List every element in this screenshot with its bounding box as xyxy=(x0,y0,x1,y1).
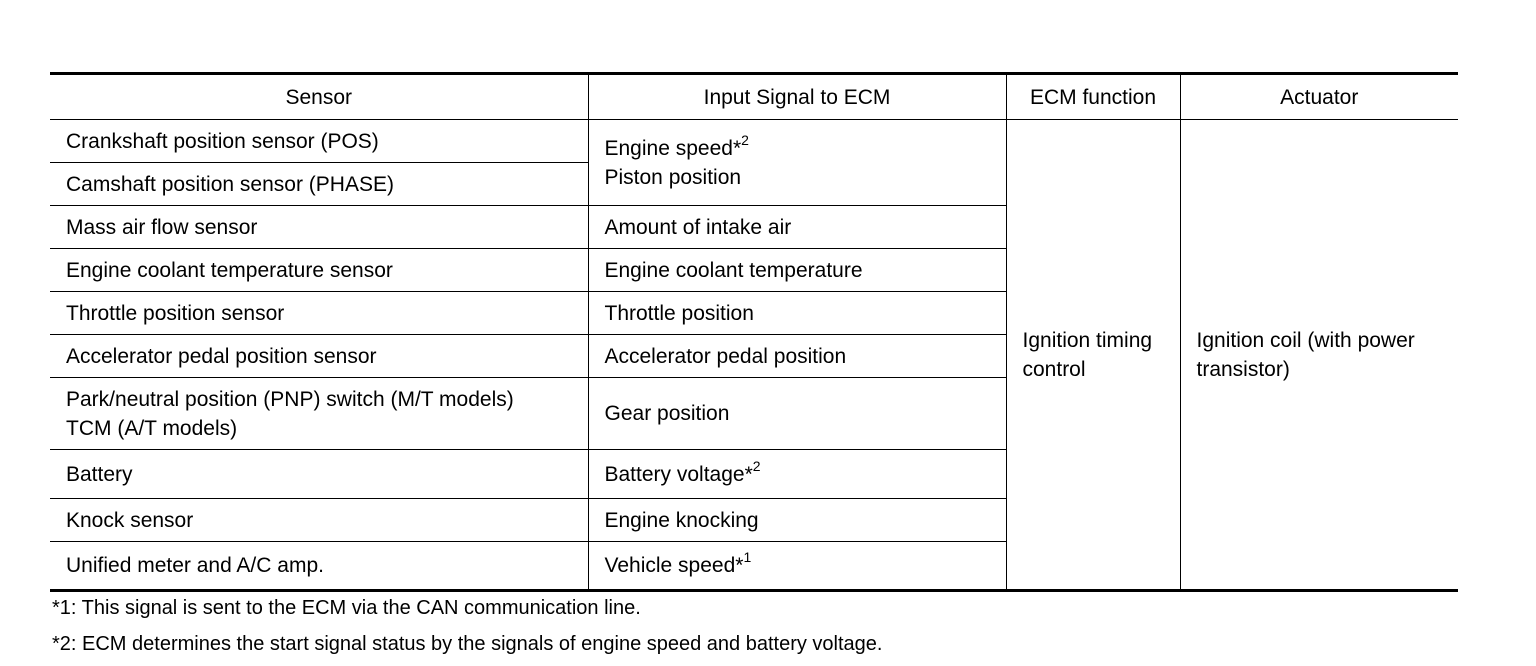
sensor-cell: Unified meter and A/C amp. xyxy=(50,542,588,591)
actuator-cell xyxy=(1180,120,1458,591)
footnotes xyxy=(52,594,882,666)
sensor-cell xyxy=(50,378,588,450)
sensor-text: Park/neutral position (PNP) switch (M/T models) xyxy=(66,387,514,411)
sensor-text: TCM (A/T models) xyxy=(66,416,238,440)
footnote-1: *1: This signal is sent to the ECM via the CAN communication line. xyxy=(52,597,641,619)
signal-cell: Throttle position xyxy=(588,292,1006,335)
footnote-ref: 2 xyxy=(752,457,761,474)
footnote-ref: 1 xyxy=(743,549,752,565)
signal-text: Engine speed* xyxy=(604,136,742,160)
actuator-text: transistor) xyxy=(1196,357,1290,381)
header-ecm-function: ECM function xyxy=(1006,74,1180,120)
header-sensor: Sensor xyxy=(50,74,588,120)
signal-cell: Amount of intake air xyxy=(588,206,1006,249)
signal-text: Battery voltage* xyxy=(604,462,753,486)
signal-text: Piston position xyxy=(604,165,742,189)
sensor-cell: Knock sensor xyxy=(50,499,588,542)
header-actuator: Actuator xyxy=(1180,74,1458,120)
signal-cell: Engine knocking xyxy=(588,499,1006,542)
sensor-cell: Throttle position sensor xyxy=(50,292,588,335)
actuator-text: Ignition coil (with power xyxy=(1196,328,1415,352)
signal-cell: Accelerator pedal position xyxy=(588,335,1006,378)
signal-cell: Engine coolant temperature xyxy=(588,249,1006,292)
footnote-ref: 2 xyxy=(741,131,749,148)
ecm-ignition-table xyxy=(50,72,1458,592)
footnote-2: *2: ECM determines the start signal status by the signals of engine speed and battery voltage. xyxy=(52,633,883,655)
sensor-cell: Mass air flow sensor xyxy=(50,206,588,249)
ecm-function-text: control xyxy=(1022,357,1086,381)
signal-text: Vehicle speed* xyxy=(604,554,744,577)
sensor-cell: Camshaft position sensor (PHASE) xyxy=(50,163,588,206)
signal-cell xyxy=(588,450,1006,499)
sensor-cell: Battery xyxy=(50,450,588,499)
sensor-cell: Engine coolant temperature sensor xyxy=(50,249,588,292)
ecm-function-text: Ignition timing xyxy=(1022,328,1153,352)
signal-cell xyxy=(588,542,1006,591)
header-row xyxy=(50,74,1458,120)
signal-cell: Gear position xyxy=(588,378,1006,450)
table-row xyxy=(50,120,1458,163)
ecm-function-cell xyxy=(1006,120,1180,591)
sensor-cell: Crankshaft position sensor (POS) xyxy=(50,120,588,163)
signal-cell-engine-speed xyxy=(588,120,1006,206)
header-input-signal: Input Signal to ECM xyxy=(588,74,1006,120)
sensor-cell: Accelerator pedal position sensor xyxy=(50,335,588,378)
